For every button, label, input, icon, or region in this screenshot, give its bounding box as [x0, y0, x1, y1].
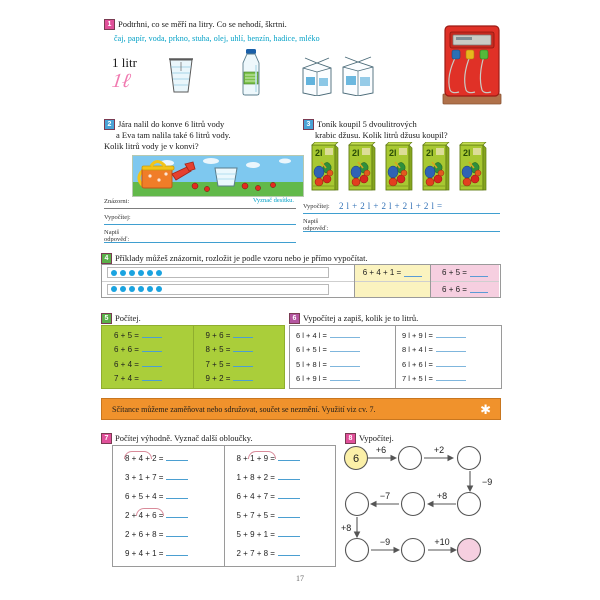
dot: [120, 286, 126, 292]
equation-text: 6 l + 4 l =: [296, 330, 327, 340]
dot: [147, 286, 153, 292]
answer-blank[interactable]: [436, 345, 466, 352]
sum-text: 8 + 4 + 2 =: [125, 453, 164, 463]
sum-item[interactable]: [113, 528, 224, 542]
exercise-7-box: [112, 445, 336, 567]
equation-item[interactable]: [194, 360, 285, 369]
yellow-column: [355, 265, 431, 297]
equation-text: 5 l + 8 l =: [296, 359, 327, 369]
exercise-3-title-line1: Toník koupil 5 dvoulitrových: [317, 119, 417, 129]
yellow-equation-1: 6 + 4 + 1 =: [362, 268, 402, 278]
dot-row[interactable]: [102, 265, 354, 281]
answer-blank[interactable]: [166, 549, 188, 556]
juice-box-1: [310, 142, 340, 192]
equation-text: 6 l + 5 l =: [296, 345, 327, 355]
node-8[interactable]: [402, 539, 425, 562]
sum-text: 5 + 7 + 5 =: [236, 510, 275, 520]
step-label-8: +10: [434, 537, 450, 547]
answer-blank[interactable]: [436, 331, 466, 338]
sum-item[interactable]: [225, 452, 336, 466]
dot-box-1[interactable]: [107, 267, 329, 278]
answer-label-2: odpověď:: [104, 236, 130, 243]
exercise-2-title-line2: a Eva tam nalila také 6 litrů vody.: [116, 130, 231, 140]
exercise-4-badge: 4: [101, 253, 112, 264]
node-3[interactable]: [458, 447, 481, 470]
exercise-2-title-line3: Kolik litrů vody je v konvi?: [104, 141, 199, 151]
answer-blank[interactable]: [233, 345, 253, 352]
asterisk-icon: ✱: [480, 401, 491, 417]
measuring-glass-icon: [166, 58, 196, 94]
answer-blank[interactable]: [233, 331, 253, 338]
exercise-2-header: [104, 119, 299, 152]
exercise-3-answer-block[interactable]: [303, 200, 500, 234]
exercise-2-title-line1: Jára nalil do konve 6 litrů vody: [118, 119, 225, 129]
sketch-label: Znázorni:: [104, 198, 130, 205]
dot: [138, 286, 144, 292]
exercise-6-badge: 6: [289, 313, 300, 324]
answer-line-3[interactable]: [303, 216, 500, 234]
sum-item[interactable]: [113, 547, 224, 561]
calc-rule: [104, 224, 296, 225]
equation-text: 7 + 4 =: [114, 374, 139, 384]
sum-text: 2 + 4 + 6 =: [125, 510, 164, 520]
sketch-line[interactable]: [104, 195, 296, 211]
sum-item[interactable]: [225, 471, 336, 485]
equation-item[interactable]: [194, 374, 285, 383]
equation-item[interactable]: [194, 331, 285, 340]
exercise-6-header: [289, 313, 418, 324]
equation-text: 7 + 5 =: [205, 359, 231, 369]
exercise-7-header: [101, 433, 253, 444]
answer-blank[interactable]: [278, 511, 300, 518]
answer-blank[interactable]: [233, 360, 253, 367]
answer-blank[interactable]: [142, 331, 162, 338]
equation-item[interactable]: [290, 360, 395, 369]
step-label-3: −9: [482, 477, 493, 487]
answer-blank[interactable]: [142, 374, 162, 381]
grouping-arc: [124, 451, 152, 459]
answer-blank[interactable]: [470, 269, 488, 277]
juice-box-5: [458, 142, 488, 192]
yellow-equation-row-2[interactable]: [355, 281, 430, 298]
calc-value-3[interactable]: 2 l + 2 l + 2 l + 2 l + 2 l =: [339, 201, 443, 211]
dot: [138, 270, 144, 276]
answer-blank[interactable]: [142, 360, 162, 367]
dot-row[interactable]: [102, 281, 354, 298]
answer-label-3b: odpověď:: [303, 225, 329, 232]
sum-text: 5 + 9 + 1 =: [236, 529, 275, 539]
equation-text: 6 l + 9 l =: [296, 374, 327, 384]
equation-item[interactable]: [290, 331, 395, 340]
sum-text: 8 + 1 + 9 =: [236, 453, 275, 463]
node-6[interactable]: [346, 493, 369, 516]
exercise-7-badge: 7: [101, 433, 112, 444]
answer-blank[interactable]: [330, 345, 360, 352]
node-2[interactable]: [399, 447, 422, 470]
yellow-equation-row-1[interactable]: [355, 265, 430, 281]
answer-rule-3: [303, 231, 500, 232]
step-label-7: −9: [379, 537, 391, 547]
exercise-7-left-column: [113, 446, 224, 566]
answer-blank[interactable]: [166, 454, 188, 461]
step-label-5: −7: [379, 491, 391, 501]
equation-item[interactable]: [396, 345, 501, 354]
calc-line[interactable]: [104, 211, 296, 227]
sum-text: 1 + 8 + 2 =: [236, 472, 275, 482]
sum-item[interactable]: [113, 509, 224, 523]
exercise-4-title: Příklady můžeš znázornit, rozložit je podle vzoru nebo je přímo vypočítat.: [115, 253, 368, 263]
juice-box-3: [384, 142, 414, 192]
pink-equation-1: 6 + 5 =: [442, 268, 467, 278]
litre-label: 1 litr: [112, 55, 137, 70]
exercise-3-header: [303, 119, 508, 141]
dot: [129, 286, 135, 292]
equation-text: 6 + 6 =: [114, 345, 139, 355]
answer-blank[interactable]: [436, 360, 466, 367]
calc-line-3[interactable]: [303, 200, 500, 216]
rule-banner-text: Sčítance můžeme zaměňovat nebo sdružovat, součet se nezmění. Využití viz cv. 7.: [112, 404, 376, 414]
sketch-hint: Vyznač desítku.: [252, 197, 294, 204]
exercise-8-title: Vypočítej.: [359, 433, 394, 443]
exercise-5-title: Počítej.: [115, 313, 141, 323]
sketch-rule: [104, 208, 296, 209]
equation-item[interactable]: [102, 360, 193, 369]
dot-pattern-cell: [102, 265, 355, 297]
dot: [156, 270, 162, 276]
answer-label-3a: Napiš: [303, 218, 319, 225]
page-number: 17: [296, 574, 304, 583]
node-5[interactable]: [402, 493, 425, 516]
exercise-4-header: [101, 253, 368, 264]
equation-text: 7 l + 5 l =: [402, 374, 433, 384]
answer-blank[interactable]: [330, 331, 360, 338]
pink-column: [431, 265, 499, 297]
exercise-6-left-column: [290, 326, 395, 388]
exercise-1-header: [104, 19, 434, 44]
answer-label-1: Napiš: [104, 229, 120, 236]
equation-item[interactable]: [290, 345, 395, 354]
pink-equation-2: 6 + 6 =: [442, 284, 467, 294]
sum-text: 6 + 4 + 7 =: [236, 491, 275, 501]
juice-box-4: [421, 142, 451, 192]
step-label-6: +8: [341, 523, 352, 533]
step-label-1: +6: [375, 445, 387, 455]
exercise-6-right-column: [395, 326, 501, 388]
fuel-pump-icon: [437, 24, 507, 108]
dot: [120, 270, 126, 276]
exercise-7-title: Počítej výhodně. Vyznač další obloučky.: [115, 433, 253, 443]
exercise-7-right-column: [224, 446, 336, 566]
answer-line[interactable]: [104, 227, 296, 245]
node-4[interactable]: [458, 493, 481, 516]
milk-bottle-icon: [238, 48, 264, 96]
dot: [111, 270, 117, 276]
node-7[interactable]: [346, 539, 369, 562]
equation-text: 9 l + 9 l =: [402, 330, 433, 340]
answer-blank[interactable]: [470, 285, 488, 293]
answer-blank[interactable]: [166, 511, 188, 518]
sum-text: 2 + 6 + 8 =: [125, 529, 164, 539]
equation-item[interactable]: [396, 360, 501, 369]
sum-item[interactable]: [113, 452, 224, 466]
equation-text: 8 l + 4 l =: [402, 345, 433, 355]
sum-text: 9 + 4 + 1 =: [125, 548, 164, 558]
sum-item[interactable]: [225, 509, 336, 523]
answer-blank[interactable]: [278, 492, 300, 499]
pink-equation-row-1[interactable]: [431, 265, 499, 281]
equation-text: 9 + 6 =: [205, 330, 231, 340]
exercise-2-badge: 2: [104, 119, 115, 130]
node-start-value: 6: [352, 453, 360, 465]
step-label-2: +2: [433, 445, 445, 455]
exercise-2-answer-block[interactable]: [104, 195, 296, 245]
exercise-3-title-line2: krabic džusu. Kolik litrů džusu koupil?: [315, 130, 448, 140]
dot: [147, 270, 153, 276]
exercise-5-badge: 5: [101, 313, 112, 324]
exercise-1-badge: 1: [104, 19, 115, 30]
exercise-5-header: [101, 313, 141, 324]
answer-blank[interactable]: [142, 345, 162, 352]
exercise-5-right-column: [193, 326, 285, 388]
exercise-6-title: Vypočítej a zapiš, kolik je to litrů.: [303, 313, 419, 323]
exercise-4-grid: [101, 264, 501, 298]
node-end[interactable]: [458, 539, 481, 562]
exercise-5-left-column: [102, 326, 193, 388]
dot: [111, 286, 117, 292]
equation-text: 6 + 4 =: [114, 359, 139, 369]
exercise-8-flow-diagram[interactable]: [340, 443, 505, 568]
exercise-3-badge: 3: [303, 119, 314, 130]
exercise-1-title: Podtrhni, co se měří na litry. Co se nehodí, škrtni.: [118, 19, 287, 29]
answer-blank[interactable]: [404, 269, 422, 277]
sum-text: 6 + 5 + 4 =: [125, 491, 164, 501]
pink-equation-row-2[interactable]: [431, 281, 499, 298]
equation-text: 8 + 5 =: [205, 345, 231, 355]
answer-blank[interactable]: [278, 549, 300, 556]
equation-text: 6 + 5 =: [114, 330, 139, 340]
sum-text: 3 + 1 + 7 =: [125, 472, 164, 482]
answer-blank[interactable]: [166, 530, 188, 537]
answer-blank[interactable]: [330, 360, 360, 367]
juice-box-row: [310, 141, 495, 193]
exercise-1-word-list[interactable]: čaj, papír, voda, prkno, stuha, olej, uhlí, benzín, hadice, mléko: [114, 34, 320, 43]
rule-banner: [101, 398, 501, 420]
answer-blank[interactable]: [166, 492, 188, 499]
sum-text: 2 + 7 + 8 =: [236, 548, 275, 558]
equation-text: 9 + 2 =: [205, 374, 231, 384]
answer-blank[interactable]: [278, 530, 300, 537]
answer-rule: [104, 242, 296, 243]
equation-text: 6 l + 6 l =: [402, 359, 433, 369]
sum-item[interactable]: [225, 528, 336, 542]
equation-item[interactable]: [102, 331, 193, 340]
step-label-4: +8: [436, 491, 448, 501]
equation-item[interactable]: [396, 374, 501, 383]
equation-item[interactable]: [102, 374, 193, 383]
equation-item[interactable]: [194, 345, 285, 354]
equation-item[interactable]: [290, 374, 395, 383]
grouping-arc: [136, 508, 164, 516]
sum-item[interactable]: [113, 471, 224, 485]
exercise-6-box: [289, 325, 502, 389]
answer-blank[interactable]: [436, 374, 466, 381]
calc-label-3: Vypočítej:: [303, 203, 330, 210]
calc-label: Vypočítej:: [104, 214, 131, 221]
dot-box-2[interactable]: [107, 284, 329, 295]
watering-can-illustration: [132, 155, 304, 197]
answer-blank[interactable]: [330, 374, 360, 381]
sum-item[interactable]: [225, 490, 336, 504]
answer-blank[interactable]: [278, 473, 300, 480]
answer-blank[interactable]: [166, 473, 188, 480]
grouping-arc: [248, 451, 276, 459]
equation-item[interactable]: [396, 331, 501, 340]
dot: [156, 286, 162, 292]
juice-carton-icon: [300, 56, 334, 96]
dot: [129, 270, 135, 276]
exercise-8-badge: 8: [345, 433, 356, 444]
milk-carton-icon: [340, 54, 376, 96]
exercise-5-box: [101, 325, 285, 389]
equation-item[interactable]: [102, 345, 193, 354]
litre-handwritten: 1ℓ: [110, 70, 132, 92]
answer-blank[interactable]: [233, 374, 253, 381]
sum-item[interactable]: [113, 490, 224, 504]
sum-item[interactable]: [225, 547, 336, 561]
calc-rule-3: [303, 213, 500, 214]
juice-box-2: [347, 142, 377, 192]
answer-blank[interactable]: [278, 454, 300, 461]
